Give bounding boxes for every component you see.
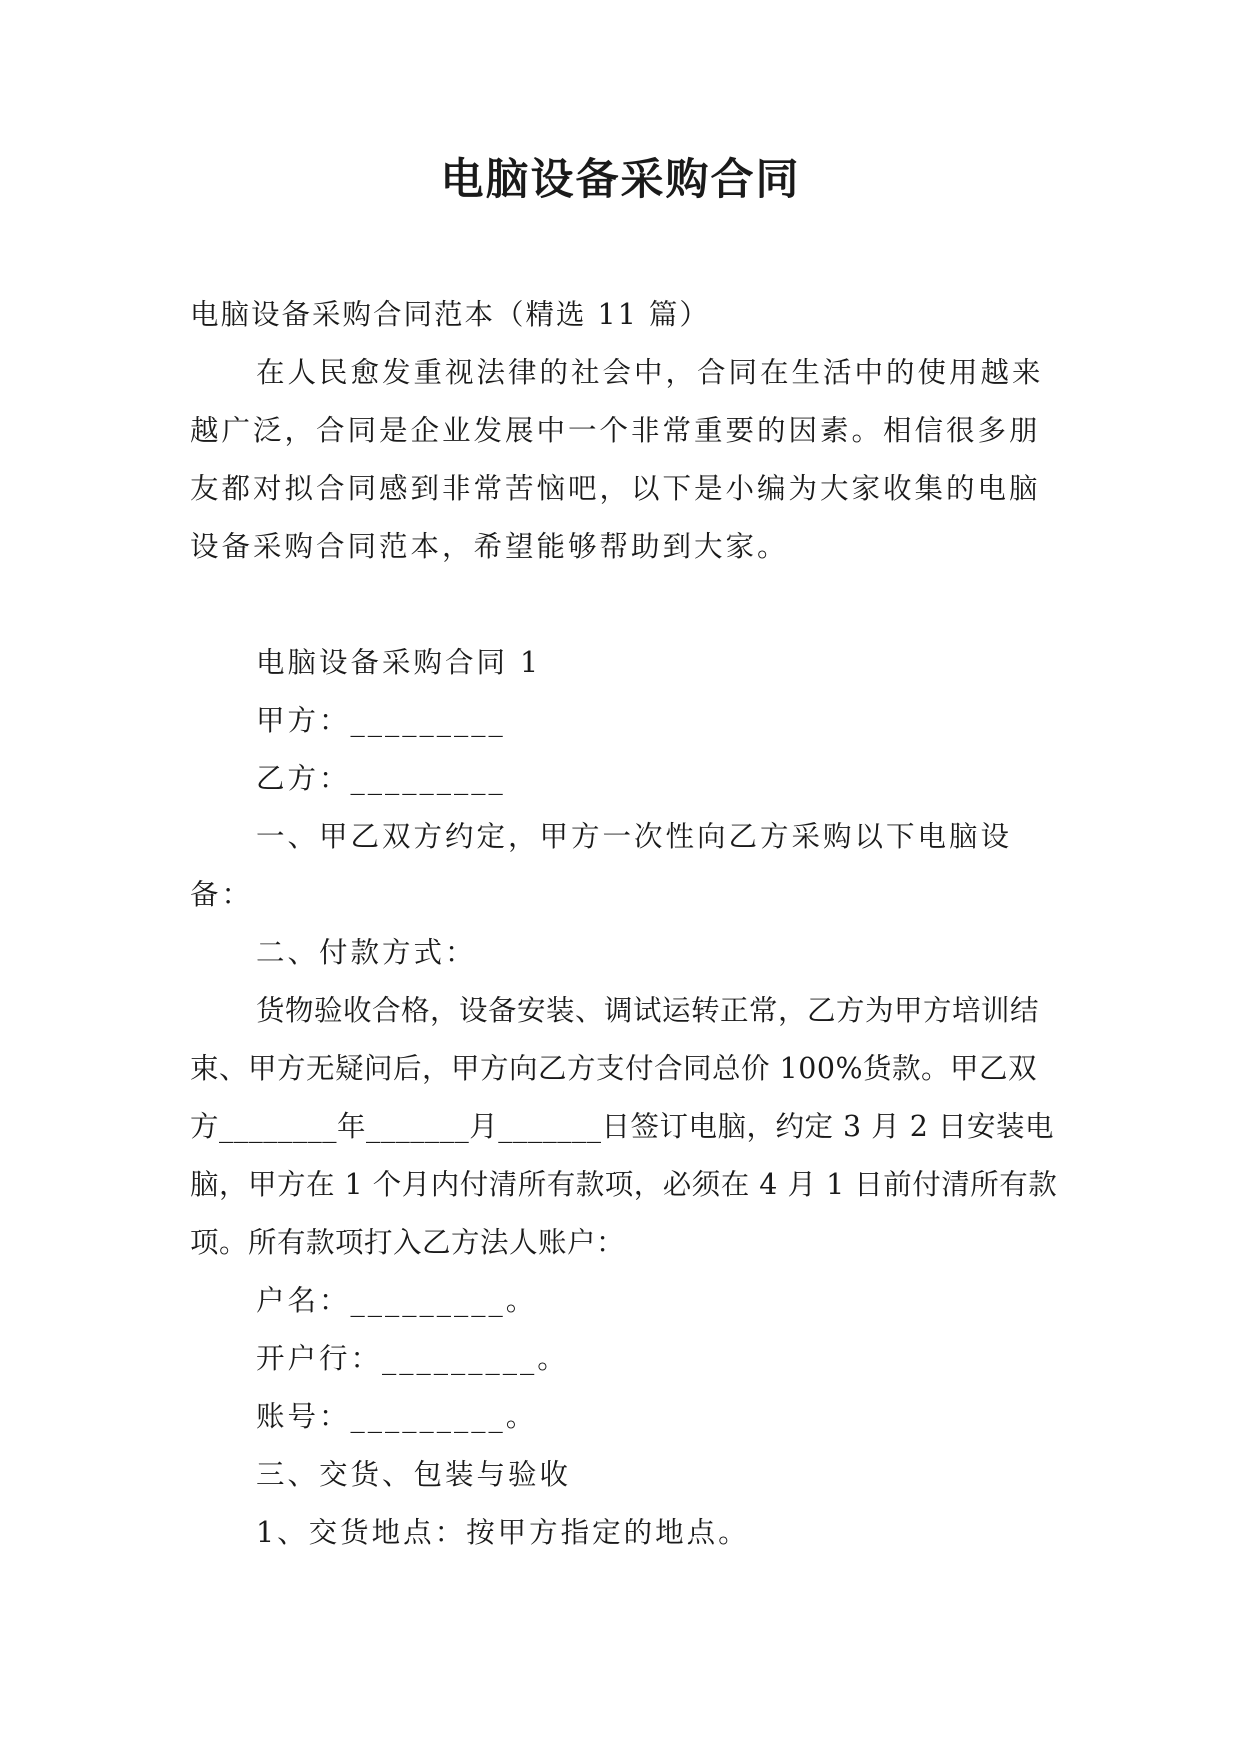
intro-paragraph: 在人民愈发重视法律的社会中，合同在生活中的使用越来越广泛，合同是企业发展中一个非常重要的因素。相信很多朋友都对拟合同感到非常苦恼吧，以下是小编为大家收集的电脑设备采购合同范本，希望能够帮助到大家。	[190, 356, 1044, 563]
document-title: 电脑设备采购合同	[440, 155, 801, 205]
clause-3-item-1: 1、交货地点：按甲方指定的地点。	[256, 1516, 750, 1549]
party-b-line: 乙方：_________	[256, 762, 506, 795]
account-name-line: 户名：_________。	[256, 1284, 538, 1317]
clause-3-heading: 三、交货、包装与验收	[256, 1458, 572, 1491]
document-subtitle: 电脑设备采购合同范本（精选 11 篇）	[190, 298, 710, 331]
clause-1: 一、甲乙双方约定，甲方一次性向乙方采购以下电脑设备：	[190, 820, 1013, 911]
document-body	[190, 286, 1060, 1562]
contract-heading: 电脑设备采购合同 1	[256, 646, 542, 679]
account-number-line: 账号：_________。	[256, 1400, 538, 1433]
clause-2-heading: 二、付款方式：	[256, 936, 477, 969]
paragraph-spacer	[190, 576, 1060, 634]
party-a-line: 甲方：_________	[256, 704, 506, 737]
clause-2-body: 货物验收合格，设备安装、调试运转正常，乙方为甲方培训结束、甲方无疑问后，甲方向乙方支付合同总价 100%货款。甲乙双方________年_______月_______日签订电脑，约定 3 月 2 日安装电脑，甲方在 1 个月内付清所有款项，必须在 4 月 1 日前付清所有款项。所有款项打入乙方法人账户：	[190, 994, 1058, 1259]
bank-line: 开户行：_________。	[256, 1342, 569, 1375]
